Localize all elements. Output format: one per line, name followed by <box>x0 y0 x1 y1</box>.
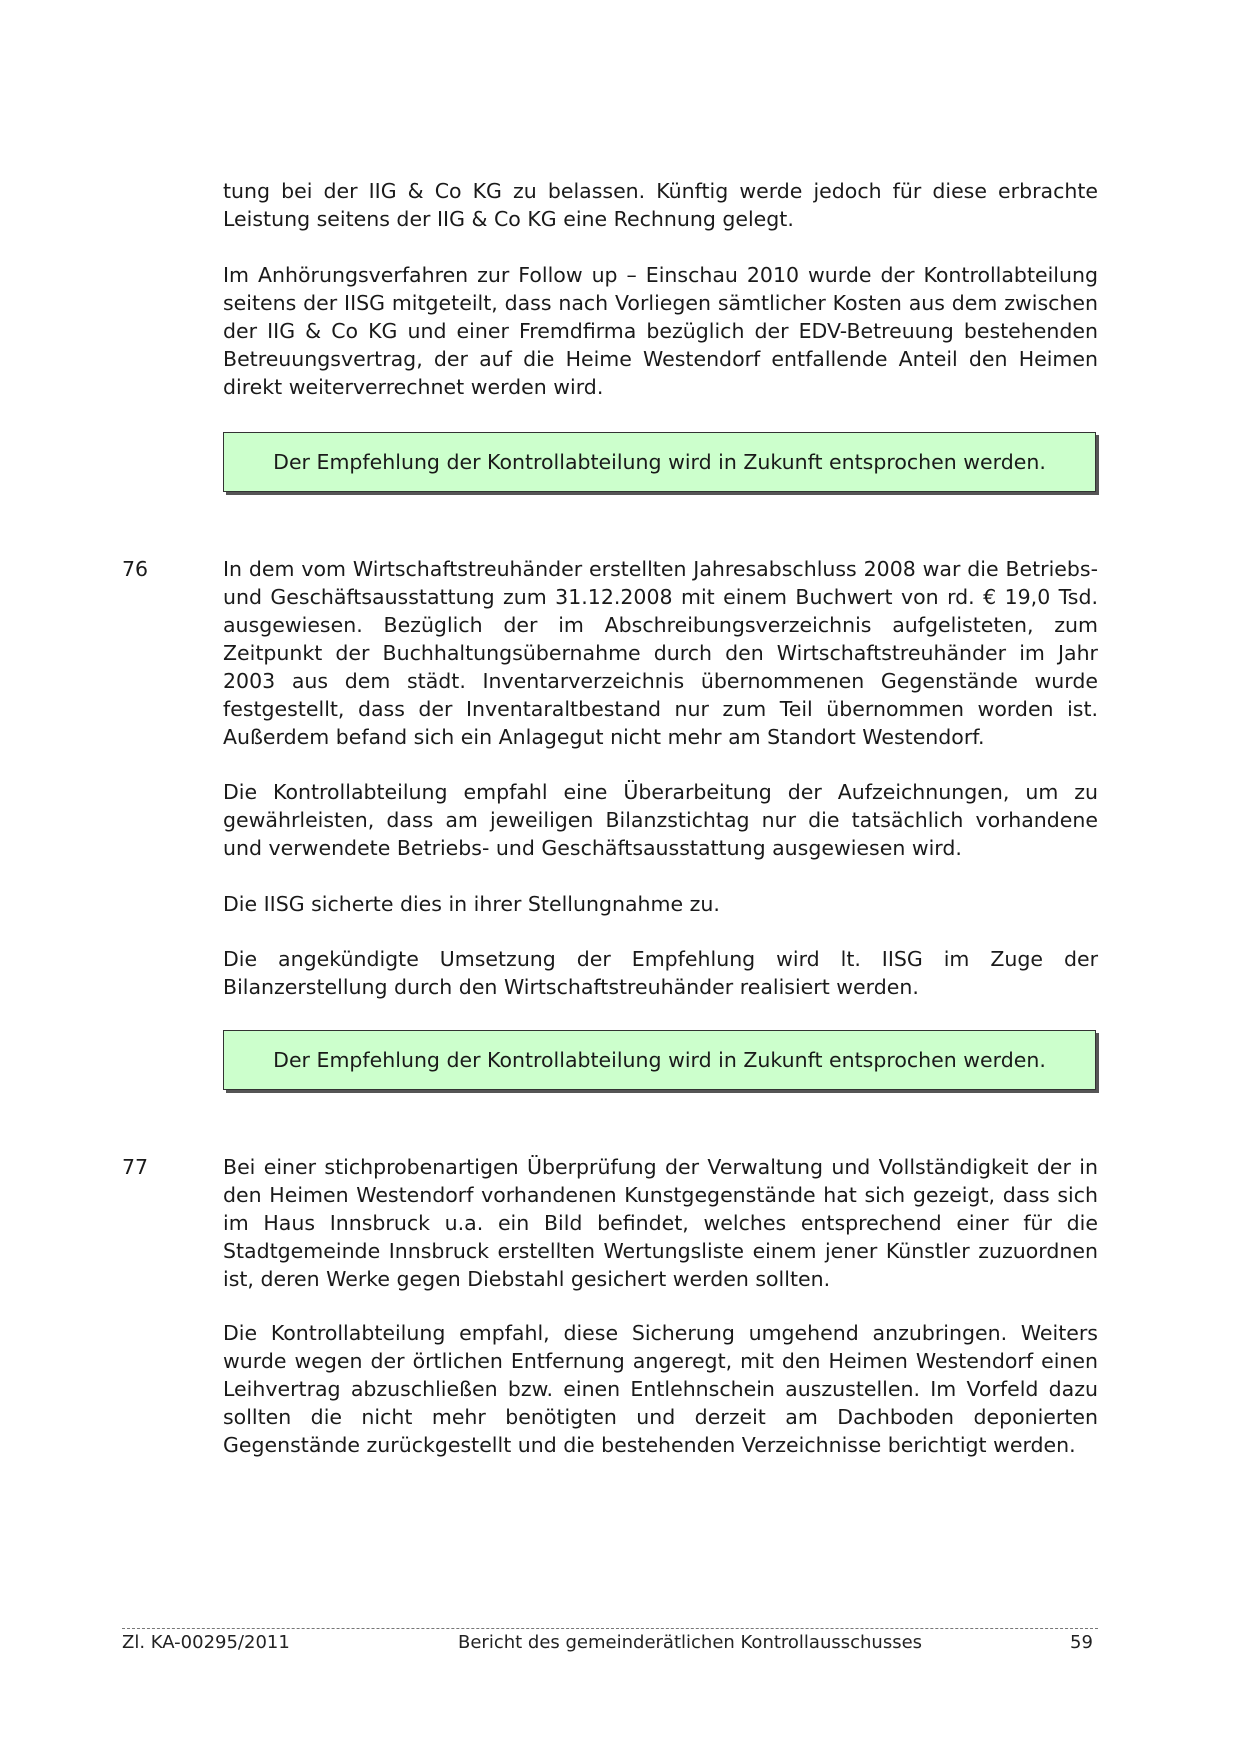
footer-divider <box>122 1628 1098 1629</box>
paragraph-hearing-procedure: Im Anhörungsverfahren zur Follow up – Einschau 2010 wurde der Kontrollabteilung seitens der IISG mitgeteilt, dass nach Vorliegen sämtlicher Kosten aus dem zwischen der IIG & Co KG und einer Fremdfirma bezüglich der EDV-Betreuung bestehenden Betreuungsvertrag, der auf die Heime Westendorf entfallende Anteil den Heimen direkt weiterverrechnet werden wird. <box>223 263 1098 399</box>
paragraph-iisg-statement: Die IISG sicherte dies in ihrer Stellungnahme zu. <box>223 892 720 916</box>
paragraph-annual-accounts: In dem vom Wirtschaftstreuhänder erstellten Jahresabschluss 2008 war die Betriebs- und Geschäftsausstattung zum 31.12.2008 mit einem Buchwert von rd. € 19,0 Tsd. ausgewiesen. Bezüglich der im Abschreibungsverzeichnis aufgelisteten, zum Zeitpunkt der Buchhaltungsübernahme durch den Wirtschaftstreuhänder im Jahr 2003 aus dem städt. Inventarverzeichnis übernommenen Gegenstände wurde festgestellt, dass der Inventaraltbestand nur zum Teil übernommen worden ist. Außerdem befand sich ein Anlagegut nicht mehr am Standort Westendorf. <box>223 557 1098 749</box>
section-number-77: 77 <box>122 1155 149 1179</box>
paragraph-continuation: tung bei der IIG & Co KG zu belassen. Künftig werde jedoch für diese erbrachte Leistung seitens der IIG & Co KG eine Rechnung gelegt. <box>223 179 1098 231</box>
paragraph-security-recommendation: Die Kontrollabteilung empfahl, diese Sicherung umgehend anzubringen. Weiters wurde wegen der örtlichen Entfernung angeregt, mit den Heimen Westendorf einen Leihvertrag abzuschließen bzw. einen Entlehnschein auszustellen. Im Vorfeld dazu sollten die nicht mehr benötigten und derzeit am Dachboden deponierten Gegenstände zurückgestellt und die bestehenden Verzeichnisse berichtigt werden. <box>223 1321 1098 1457</box>
recommendation-box-text: Der Empfehlung der Kontrollabteilung wird in Zukunft entsprochen werden. <box>273 450 1046 474</box>
paragraph-implementation: Die angekündigte Umsetzung der Empfehlung wird lt. IISG im Zuge der Bilanzerstellung durch den Wirtschaftstreuhänder realisiert werden. <box>223 947 1098 999</box>
footer-page-number: 59 <box>1070 1632 1093 1653</box>
section-number-76: 76 <box>122 557 149 581</box>
footer-title: Bericht des gemeinderätlichen Kontrollausschusses <box>458 1632 923 1653</box>
recommendation-box-text: Der Empfehlung der Kontrollabteilung wird in Zukunft entsprochen werden. <box>273 1048 1046 1072</box>
recommendation-box <box>223 1030 1096 1090</box>
recommendation-box <box>223 432 1096 492</box>
footer-reference: Zl. KA-00295/2011 <box>122 1632 290 1653</box>
paragraph-recommendation-records: Die Kontrollabteilung empfahl eine Überarbeitung der Aufzeichnungen, um zu gewährleisten, dass am jeweiligen Bilanzstichtag nur die tatsächlich vorhandene und verwendete Betriebs- und Geschäftsausstattung ausgewiesen wird. <box>223 780 1098 860</box>
paragraph-art-objects: Bei einer stichprobenartigen Überprüfung der Verwaltung und Vollständigkeit der in den Heimen Westendorf vorhandenen Kunstgegenstände hat sich gezeigt, dass sich im Haus Innsbruck u.a. ein Bild befindet, welches entsprechend einer für die Stadtgemeinde Innsbruck erstellten Wertungsliste einem jener Künstler zuzuordnen ist, deren Werke gegen Diebstahl gesichert werden sollten. <box>223 1155 1098 1291</box>
